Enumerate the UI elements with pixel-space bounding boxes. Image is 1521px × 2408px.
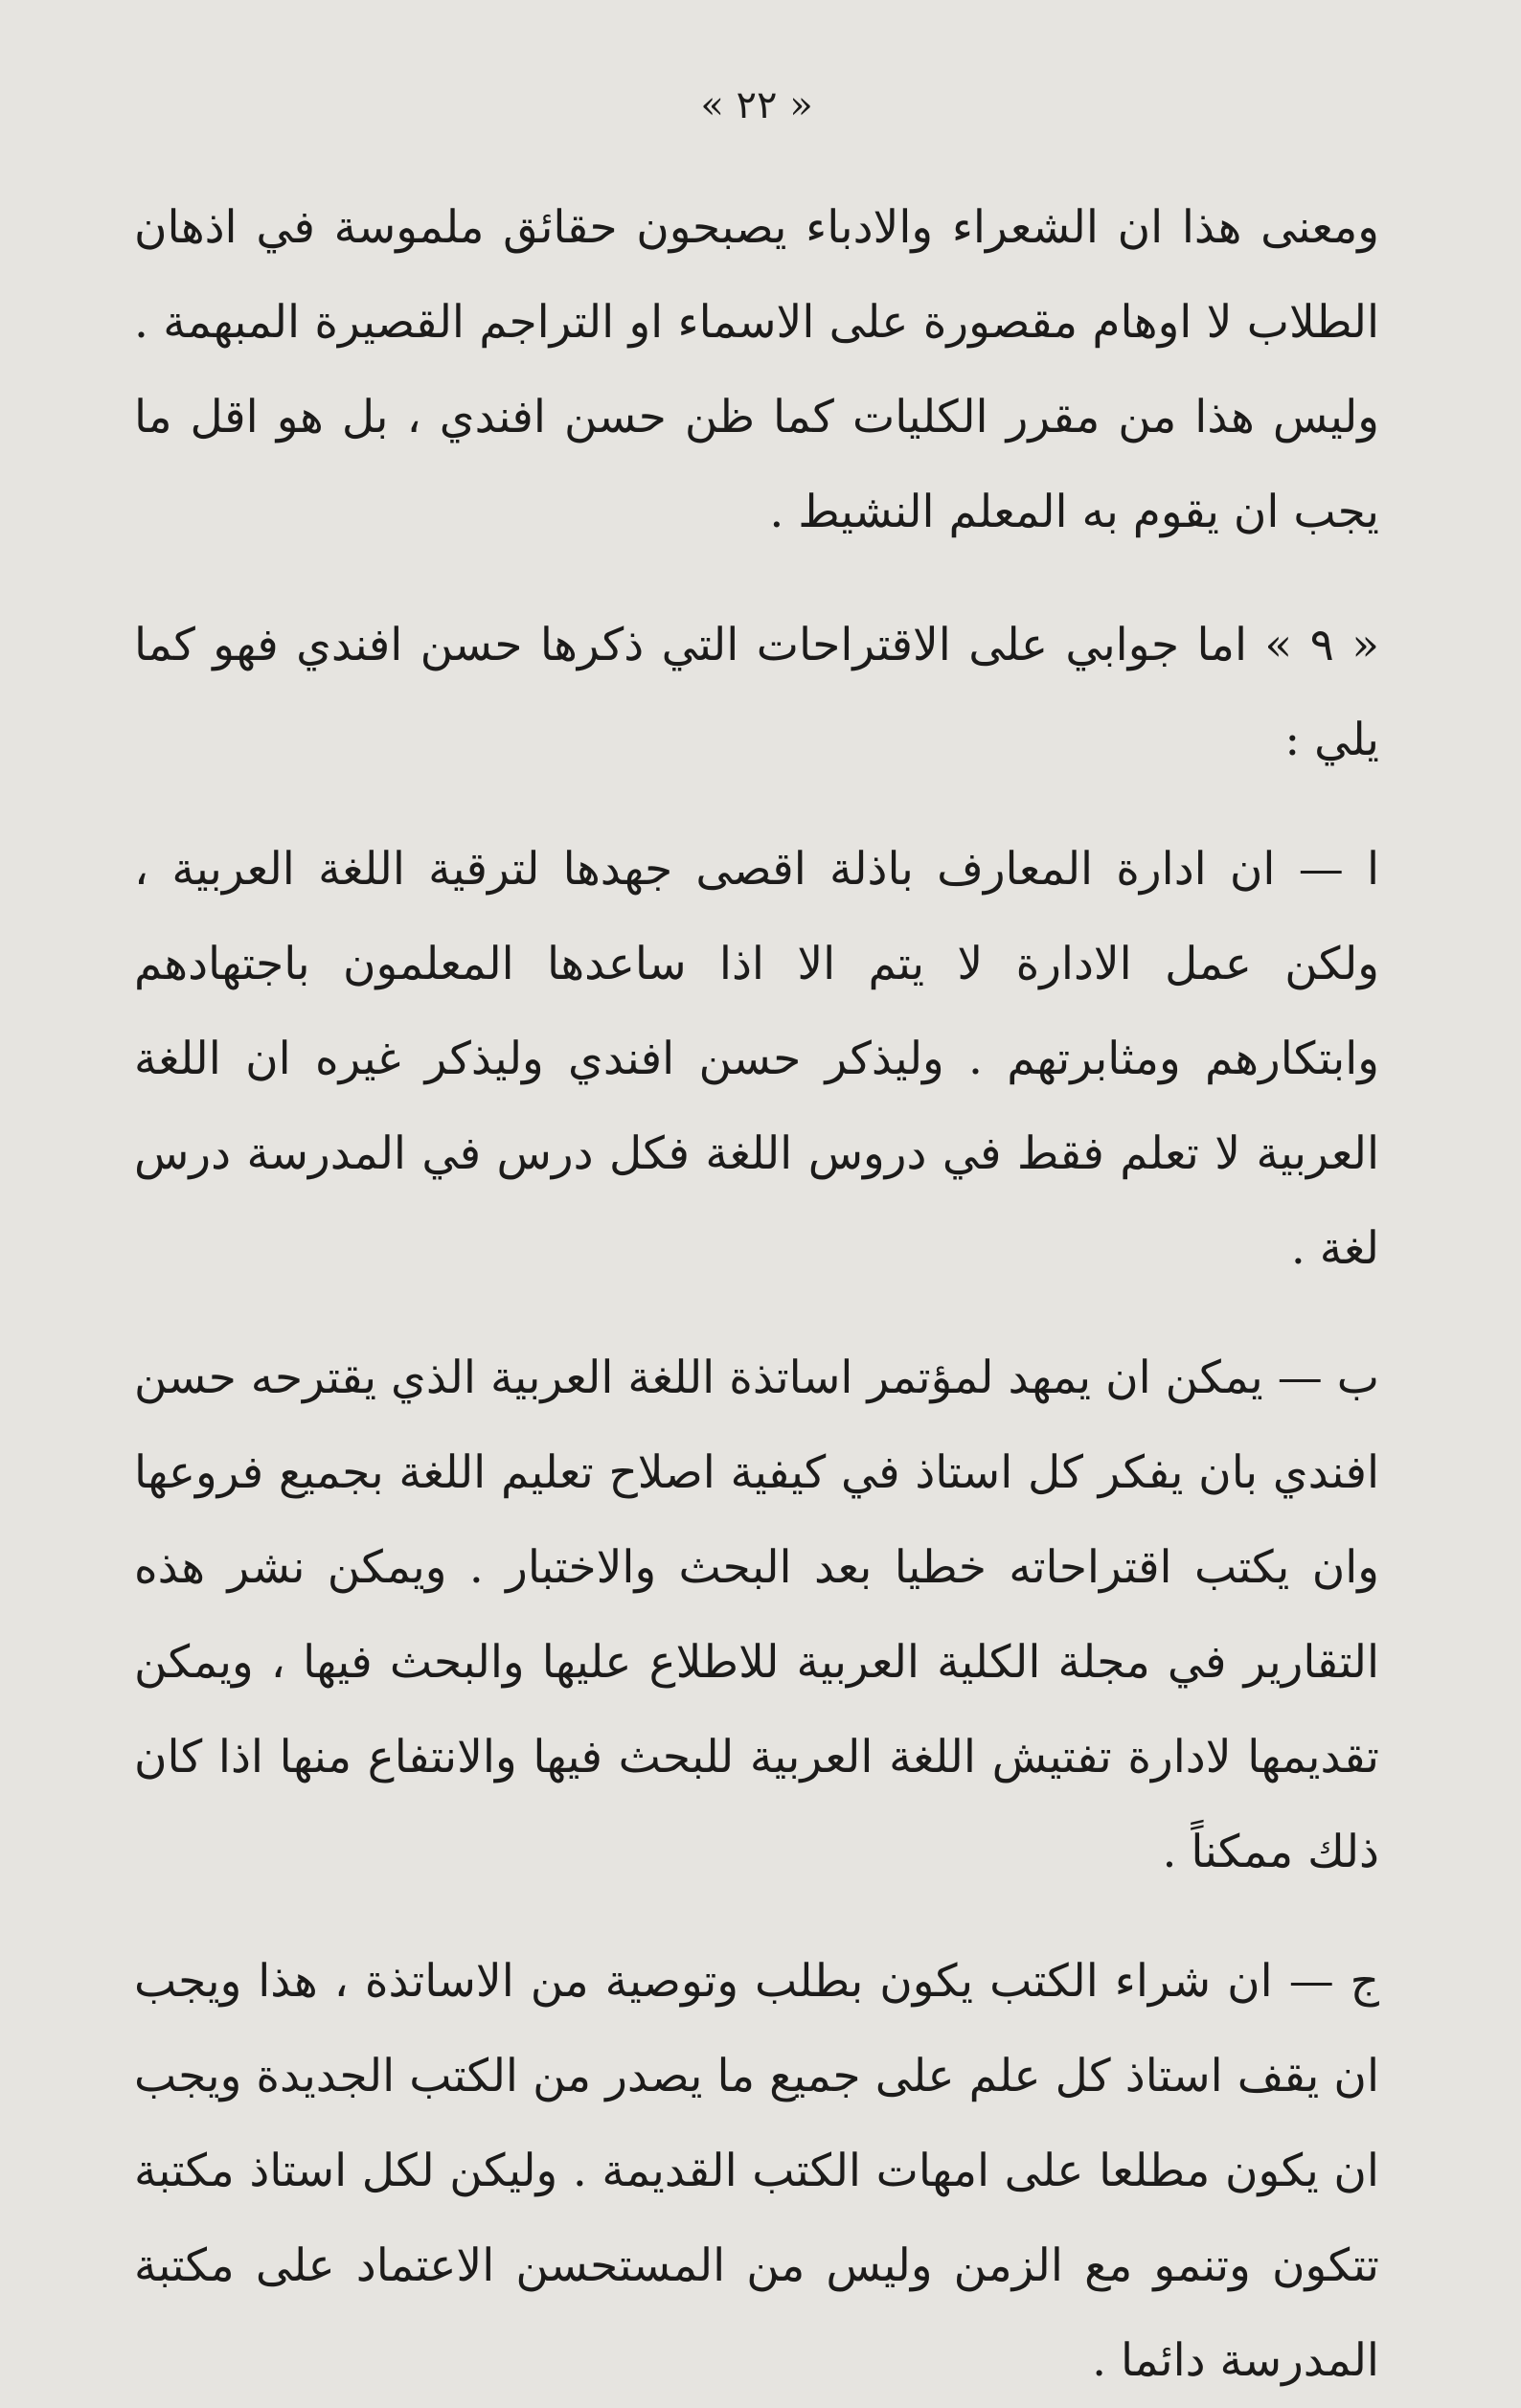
paragraph-4: ب — يمكن ان يمهد لمؤتمر اساتذة اللغة العربية الذي يقترحه حسن افندي بان يفكر كل استاذ في كيفية اصلاح تعليم اللغة بجميع فروعها وان يكتب اقتراحاته خطيا بعد البحث والاختبار . ويمكن نشر هذه التقارير في مجلة الكلية العربية للاطلاع عليها والبحث فيها ، ويمكن تقديمها لادارة تفتيش اللغة العربية للبحث فيها والانتفاع منها اذا كان ذلك ممكناً . xyxy=(134,1352,1380,1878)
paragraph-1: ومعنى هذا ان الشعراء والادباء يصبحون حقائق ملموسة في اذهان الطلاب لا اوهام مقصورة على الاسماء او التراجم القصيرة المبهمة . وليس هذا من مقرر الكليات كما ظن حسن افندي ، بل هو اقل ما يجب ان يقوم به المعلم النشيط . xyxy=(134,201,1379,538)
paragraph-2: « ٩ » اما جوابي على الاقتراحات التي ذكرها حسن افندي فهو كما يلي : xyxy=(134,619,1380,766)
page-number: « ٢٢ » xyxy=(700,83,813,127)
paragraph-5: ج — ان شراء الكتب يكون بطلب وتوصية من الاساتذة ، هذا ويجب ان يقف استاذ كل علم على جميع ما يصدر من الكتب الجديدة ويجب ان يكون مطلعا على امهات الكتب القديمة . وليكن لكل استاذ مكتبة تتكون وتنمو مع الزمن وليس من المستحسن الاعتماد على مكتبة المدرسة دائما . xyxy=(134,1955,1379,2387)
paragraph-3: ا — ان ادارة المعارف باذلة اقصى جهدها لترقية اللغة العربية ، ولكن عمل الادارة لا يتم الا اذا ساعدها المعلمون باجتهادهم وابتكارهم ومثابرتهم . وليذكر حسن افندي وليذكر غيره ان اللغة العربية لا تعلم فقط في دروس اللغة فكل درس في المدرسة درس لغة . xyxy=(134,843,1379,1275)
